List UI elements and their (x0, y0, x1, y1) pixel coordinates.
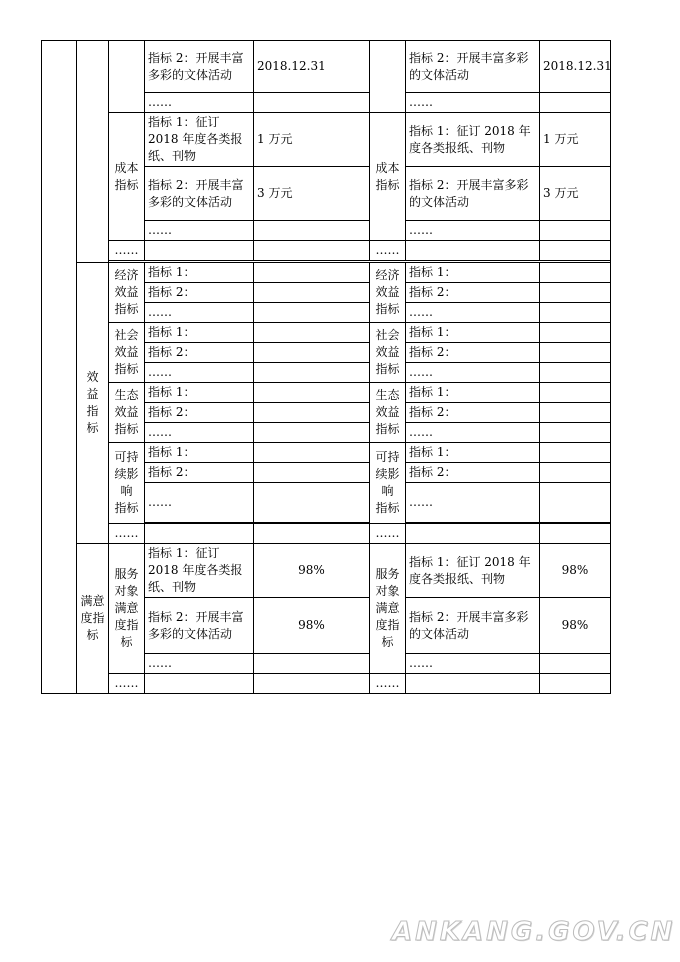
right-time-item-2: 指标 2：开展丰富多彩的文体活动 (406, 41, 540, 93)
blank-cell (540, 483, 611, 523)
social-item-1-left: 指标 1： (145, 323, 254, 343)
sustainable-item-1-left: 指标 1： (145, 443, 254, 463)
cost-indicator-label-left: 成本指标 (109, 113, 145, 241)
economic-ellipsis-left: …… (145, 303, 254, 323)
blank-cell (254, 241, 370, 261)
blank-cell (254, 303, 370, 323)
blank-cell (254, 93, 370, 113)
service-satisfaction-label-right: 服务 对象 满意 度指 标 (370, 544, 406, 674)
blank-cell (254, 674, 370, 694)
blank-cell (540, 463, 611, 483)
blank-cell (145, 241, 254, 261)
blank-cell (254, 403, 370, 423)
social-item-2-right: 指标 2： (406, 343, 540, 363)
blank-cell (254, 323, 370, 343)
social-benefit-label-left: 社会 效益 指标 (109, 323, 145, 383)
social-item-2-left: 指标 2： (145, 343, 254, 363)
left-cost-item-2: 指标 2：开展丰富多彩的文体活动 (145, 167, 254, 221)
blank-cell (254, 343, 370, 363)
blank-cell (406, 674, 540, 694)
site-watermark: ANKANG.GOV.CN (392, 917, 676, 947)
social-item-1-right: 指标 1： (406, 323, 540, 343)
output-indicator-cell (77, 41, 109, 263)
blank-cell (540, 363, 611, 383)
blank-cell (540, 443, 611, 463)
ecological-item-2-left: 指标 2： (145, 403, 254, 423)
blank-cell (254, 383, 370, 403)
time-indicator-cell-right (370, 41, 406, 113)
right-cost-item-1: 指标 1：征订 2018 年度各类报纸、刊物 (406, 113, 540, 167)
economic-item-1-left: 指标 1： (145, 263, 254, 283)
blank-cell (145, 674, 254, 694)
satisfaction-ellipsis-left: …… (145, 654, 254, 674)
economic-ellipsis-right: …… (406, 303, 540, 323)
blank-cell (254, 463, 370, 483)
satisfaction-item-1-right: 指标 1：征订 2018 年度各类报纸、刊物 (406, 544, 540, 598)
blank-cell (540, 383, 611, 403)
social-benefit-label-right: 社会 效益 指标 (370, 323, 406, 383)
blank-cell (540, 423, 611, 443)
left-cost-value-1: 1 万元 (254, 113, 370, 167)
blank-cell (540, 221, 611, 241)
right-cost-item-2: 指标 2：开展丰富多彩的文体活动 (406, 167, 540, 221)
left-cost-ellipsis: …… (145, 221, 254, 241)
satisfaction-value-2-right: 98% (540, 598, 611, 654)
satisfaction-item-2-right: 指标 2：开展丰富多彩的文体活动 (406, 598, 540, 654)
time-indicator-cell-left (109, 41, 145, 113)
sustainable-ellipsis-left: …… (145, 483, 254, 523)
ecological-ellipsis-left: …… (145, 423, 254, 443)
blank-cell (540, 93, 611, 113)
right-output-ellipsis: …… (370, 241, 406, 261)
satisfaction-value-1-right: 98% (540, 544, 611, 598)
satisfaction-indicator-label: 满意 度指 标 (77, 544, 109, 694)
economic-item-2-left: 指标 2： (145, 283, 254, 303)
blank-cell (540, 241, 611, 261)
sustainable-ellipsis-right: …… (406, 483, 540, 523)
satisfaction-ellipsis-right: …… (406, 654, 540, 674)
blank-cell (540, 263, 611, 283)
blank-cell (540, 654, 611, 674)
sustainable-impact-label-left: 可持 续影 响 指标 (109, 443, 145, 524)
benefit-indicator-label: 效 益 指 标 (77, 263, 109, 544)
satisfaction-group-ellipsis-left: …… (109, 674, 145, 694)
benefit-ellipsis-left: …… (109, 524, 145, 544)
blank-cell (406, 241, 540, 261)
satisfaction-value-1-left: 98% (254, 544, 370, 598)
blank-cell (540, 283, 611, 303)
left-time-ellipsis: …… (145, 93, 254, 113)
right-cost-value-1: 1 万元 (540, 113, 611, 167)
blank-cell (254, 221, 370, 241)
sustainable-impact-label-right: 可持 续影 响 指标 (370, 443, 406, 524)
economic-item-2-right: 指标 2： (406, 283, 540, 303)
blank-cell (254, 263, 370, 283)
ecological-benefit-label-right: 生态 效益 指标 (370, 383, 406, 443)
economic-item-1-right: 指标 1： (406, 263, 540, 283)
ecological-benefit-label-left: 生态 效益 指标 (109, 383, 145, 443)
left-cost-item-1: 指标 1：征订 2018 年度各类报纸、刊物 (145, 113, 254, 167)
satisfaction-value-2-left: 98% (254, 598, 370, 654)
blank-cell (254, 443, 370, 463)
benefit-ellipsis-right: …… (370, 524, 406, 544)
satisfaction-group-ellipsis-right: …… (370, 674, 406, 694)
outer-category-cell (42, 41, 77, 694)
satisfaction-item-2-left: 指标 2：开展丰富多彩的文体活动 (145, 598, 254, 654)
blank-cell (254, 283, 370, 303)
blank-cell (540, 303, 611, 323)
blank-cell (540, 403, 611, 423)
blank-cell (540, 323, 611, 343)
blank-cell (540, 524, 611, 544)
economic-benefit-label-left: 经济 效益 指标 (109, 263, 145, 323)
ecological-ellipsis-right: …… (406, 423, 540, 443)
blank-cell (406, 524, 540, 544)
right-time-value-2: 2018.12.31 (540, 41, 611, 93)
blank-cell (254, 423, 370, 443)
left-time-value-2: 2018.12.31 (254, 41, 370, 93)
ecological-item-1-left: 指标 1： (145, 383, 254, 403)
service-satisfaction-label-left: 服务 对象 满意 度指 标 (109, 544, 145, 674)
cost-indicator-label-right: 成本指标 (370, 113, 406, 241)
right-cost-value-2: 3 万元 (540, 167, 611, 221)
right-time-ellipsis: …… (406, 93, 540, 113)
sustainable-item-2-right: 指标 2： (406, 463, 540, 483)
blank-cell (540, 674, 611, 694)
ecological-item-2-right: 指标 2： (406, 403, 540, 423)
blank-cell (254, 654, 370, 674)
social-ellipsis-right: …… (406, 363, 540, 383)
blank-cell (540, 343, 611, 363)
satisfaction-item-1-left: 指标 1：征订 2018 年度各类报纸、刊物 (145, 544, 254, 598)
left-cost-value-2: 3 万元 (254, 167, 370, 221)
right-cost-ellipsis: …… (406, 221, 540, 241)
ecological-item-1-right: 指标 1： (406, 383, 540, 403)
left-output-ellipsis: …… (109, 241, 145, 261)
blank-cell (254, 524, 370, 544)
blank-cell (145, 524, 254, 544)
left-time-item-2: 指标 2：开展丰富多彩的文体活动 (145, 41, 254, 93)
blank-cell (254, 483, 370, 523)
performance-indicator-table (41, 40, 611, 694)
sustainable-item-2-left: 指标 2： (145, 463, 254, 483)
blank-cell (254, 363, 370, 383)
social-ellipsis-left: …… (145, 363, 254, 383)
sustainable-item-1-right: 指标 1： (406, 443, 540, 463)
economic-benefit-label-right: 经济 效益 指标 (370, 263, 406, 323)
